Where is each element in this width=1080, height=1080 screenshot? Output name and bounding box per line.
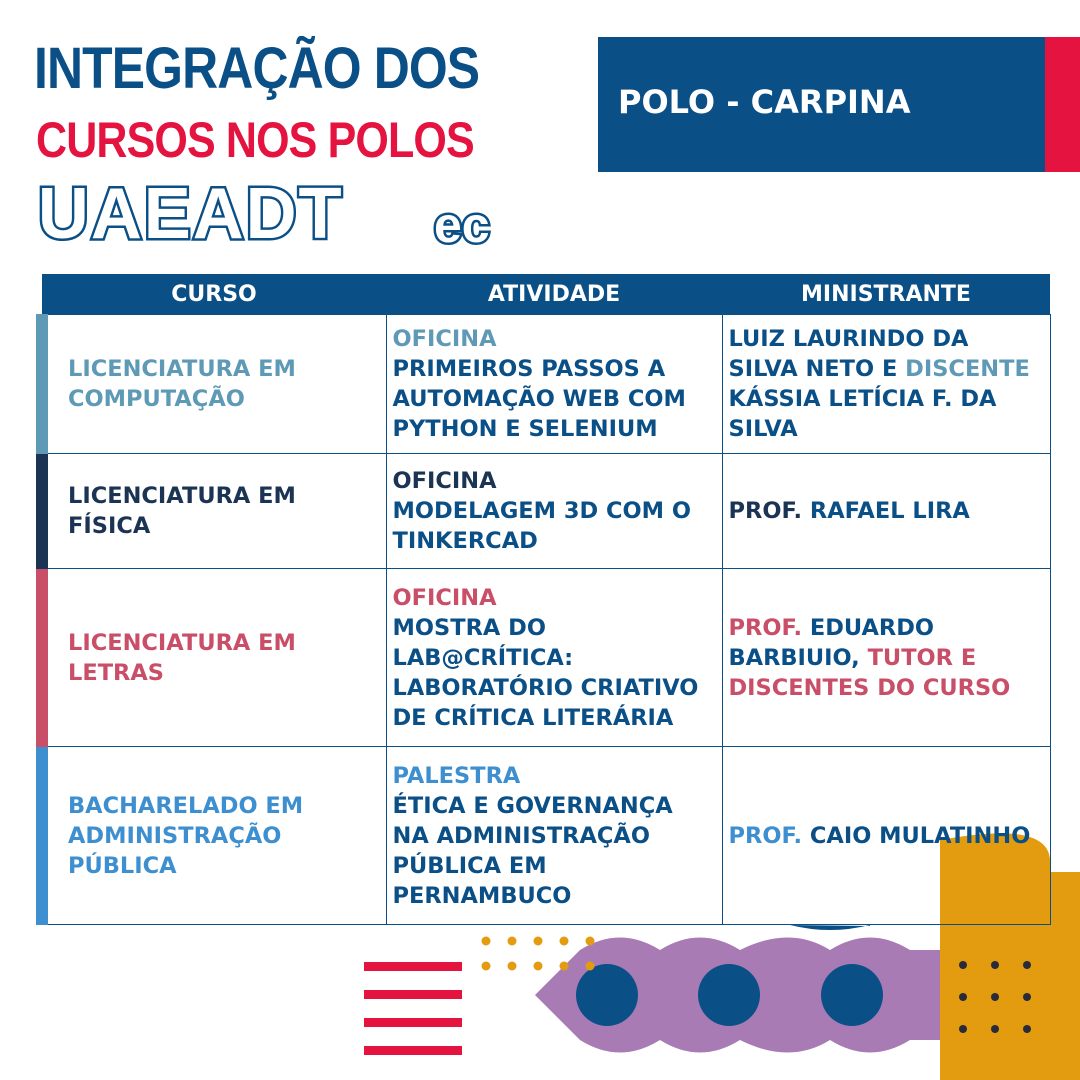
activity-title: MOSTRA DO LAB@CRÍTICA: LABORATÓRIO CRIATIVO DE CRÍTICA LITERÁRIA <box>392 614 699 731</box>
atividade-cell <box>386 315 722 454</box>
polo-label: POLO - CARPINA <box>618 83 911 121</box>
activity-title: PRIMEIROS PASSOS A AUTOMAÇÃO WEB COM PYTHON E SELENIUM <box>392 356 686 442</box>
curso-cell: LICENCIATURA EM COMPUTAÇÃO <box>42 315 386 454</box>
activity-type: OFICINA <box>392 468 497 494</box>
ministrante-role: PROF. <box>728 822 810 849</box>
title-line-1: INTEGRAÇÃO DOS <box>34 36 480 101</box>
ministrante-cell <box>722 315 1050 454</box>
activity-type: OFICINA <box>392 326 497 352</box>
title-line-2: CURSOS NOS POLOS <box>36 112 474 168</box>
table-row <box>42 315 1050 454</box>
polo-accent <box>1045 37 1080 172</box>
activity-type: PALESTRA <box>392 762 521 789</box>
atividade-cell <box>386 747 722 925</box>
table-row <box>42 747 1050 925</box>
curso-cell: LICENCIATURA EM FÍSICA <box>42 454 386 569</box>
curso-cell: LICENCIATURA EM LETRAS <box>42 569 386 747</box>
activity-title: MODELAGEM 3D COM O TINKERCAD <box>392 498 692 554</box>
svg-text:UAEADT: UAEADT <box>37 176 344 250</box>
curso-cell: BACHARELADO EM ADMINISTRAÇÃO PÚBLICA <box>42 747 386 925</box>
header-ministrante: MINISTRANTE <box>722 274 1050 315</box>
ministrante-text: LUIZ LAURINDO DA SILVA NETO E <box>728 326 969 382</box>
uaeadtec-logo <box>34 176 554 250</box>
svg-text:ec: ec <box>434 197 490 250</box>
ministrante-text: RAFAEL LIRA <box>809 498 970 524</box>
table-header-row <box>42 274 1050 315</box>
atividade-cell <box>386 454 722 569</box>
header-curso: CURSO <box>42 274 386 315</box>
ministrante-text: CAIO MULATINHO <box>809 822 1031 849</box>
table-row <box>42 454 1050 569</box>
atividade-cell <box>386 569 722 747</box>
header-atividade: ATIVIDADE <box>386 274 722 315</box>
ministrante-text: KÁSSIA LETÍCIA F. DA SILVA <box>728 386 997 442</box>
activity-title: ÉTICA E GOVERNANÇA NA ADMINISTRAÇÃO PÚBLICA EM PERNAMBUCO <box>392 792 673 909</box>
ministrante-cell <box>722 454 1050 569</box>
ministrante-cell <box>722 569 1050 747</box>
red-stripes <box>364 962 462 1055</box>
schedule-table <box>36 274 1051 925</box>
ministrante-text: EDUARDO BARBIUIO, <box>728 614 935 671</box>
ministrante-role: PROF. <box>728 614 810 641</box>
ministrante-role: PROF. <box>728 498 810 524</box>
ministrante-cell <box>722 747 1050 925</box>
table-row <box>42 569 1050 747</box>
activity-type: OFICINA <box>392 584 497 611</box>
ministrante-role: DISCENTE <box>905 356 1030 382</box>
ministrante-role: TUTOR E DISCENTES DO CURSO <box>728 644 1011 701</box>
